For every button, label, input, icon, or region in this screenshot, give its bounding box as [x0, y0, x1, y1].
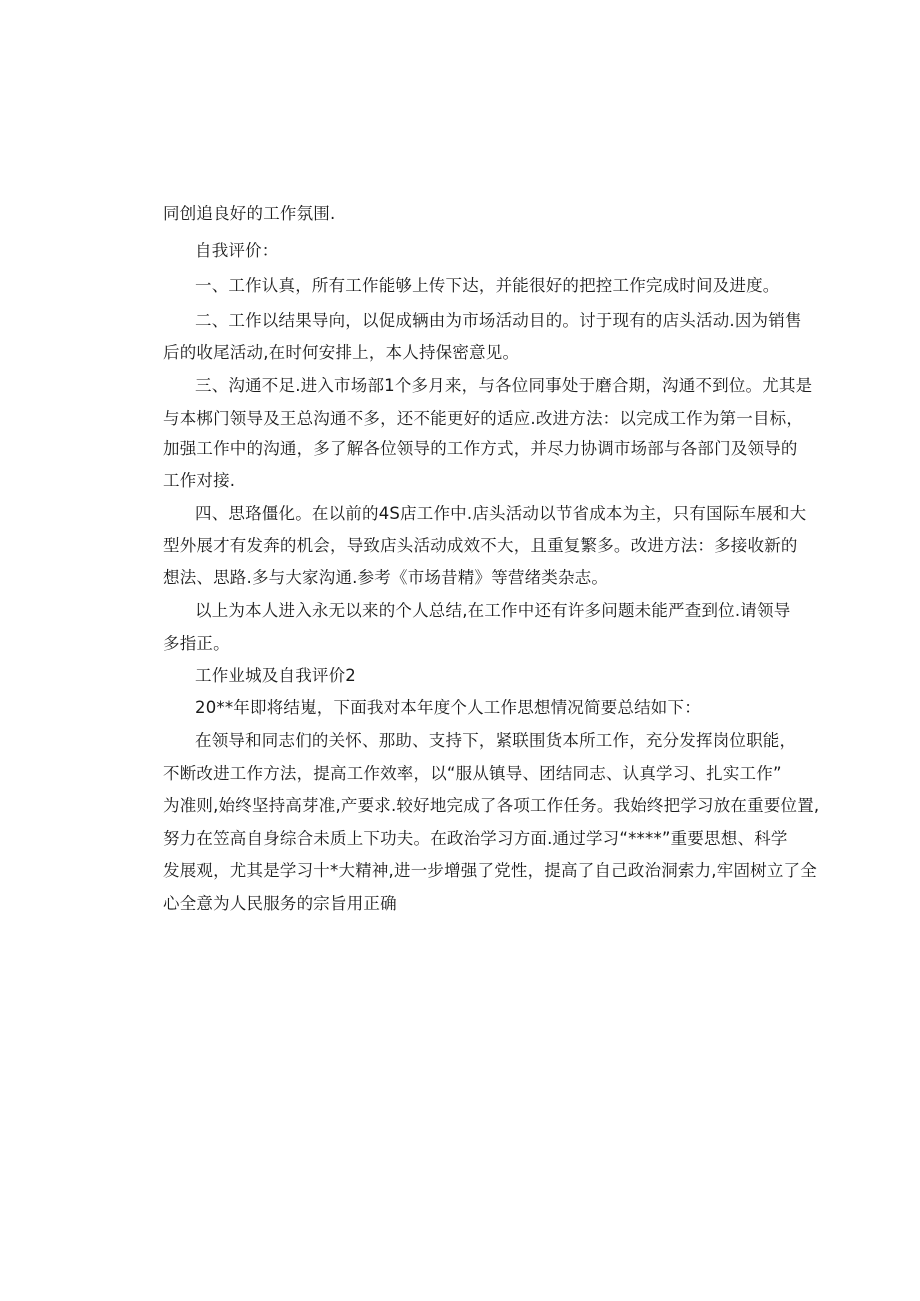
- text-line: 加强工作中的沟通，多了解各位领导的工作方式，并尽力协调市场部与各部门及领导的: [163, 439, 798, 458]
- text-line: 多指正。: [163, 634, 230, 653]
- text-line: 想法、思路.多与大家沟通.参考《市场昔精》等营绪类杂志。: [163, 568, 609, 587]
- text-line: 为准则,始终坚持高芽准,产要求.较好地完成了各项工作任务。我始终把学习放在重要位置,: [163, 796, 820, 815]
- text-line: 一、工作认真，所有工作能够上传下达，并能很好的把控工作完成时间及进度。: [195, 276, 780, 295]
- text-line: 在领导和同志们的关怀、那助、支持下，紧联围货本所工作，充分发挥岗位职能，: [195, 731, 797, 750]
- text-line: 二、工作以结果导向，以促成辆由为市场活动目的。讨于现有的店头活动.因为销售: [195, 311, 802, 330]
- text-line: 以上为本人进入永无以来的个人总结,在工作中还有许多问题未能严查到位.请领导: [195, 601, 791, 620]
- text-line: 后的收尾活动,在时何安排上，本人持保密意见。: [163, 343, 520, 362]
- text-line: 与本梆门领导及王总沟通不多，还不能更好的适应.改进方法：以完成工作为第一目标，: [163, 409, 804, 428]
- text-line: 发展观，尤其是学习十*大精神,进一步增强了党性，提高了自己政治洞索力,牢固树立了全: [163, 861, 817, 880]
- section-heading: 自我评价：: [195, 241, 279, 260]
- section-heading: 工作业城及自我评价2: [195, 666, 356, 685]
- text-line: 四、思珞僵化。在以前的4S店工作中.店头活动以节省成本为主，只有国际车展和大: [195, 504, 807, 523]
- text-line: 型外展才有发奔的机会，导致店头活动成效不大，且重复繁多。改进方法：多接收新的: [163, 536, 798, 555]
- text-line: 心全意为人民服务的宗旨用正确: [163, 894, 397, 913]
- text-line: 工作对接.: [163, 471, 236, 490]
- text-line: 努力在笠高自身综合未质上下功夫。在政治学习方面.通过学习“****”重要思想、科学: [163, 829, 788, 848]
- text-line: 20**年即将结嵬，下面我对本年度个人工作思想情况简要总结如下：: [195, 698, 701, 717]
- text-line: 同创追良好的工作氛围.: [163, 204, 336, 223]
- text-line: 不断改进工作方法，提高工作效率，以“服从镇导、团结同志、认真学习、扎实工作”: [163, 764, 782, 783]
- text-line: 三、沟通不足.进入市场部1个多月来，与各位同事处于磨合期，沟通不到位。尤其是: [195, 376, 813, 395]
